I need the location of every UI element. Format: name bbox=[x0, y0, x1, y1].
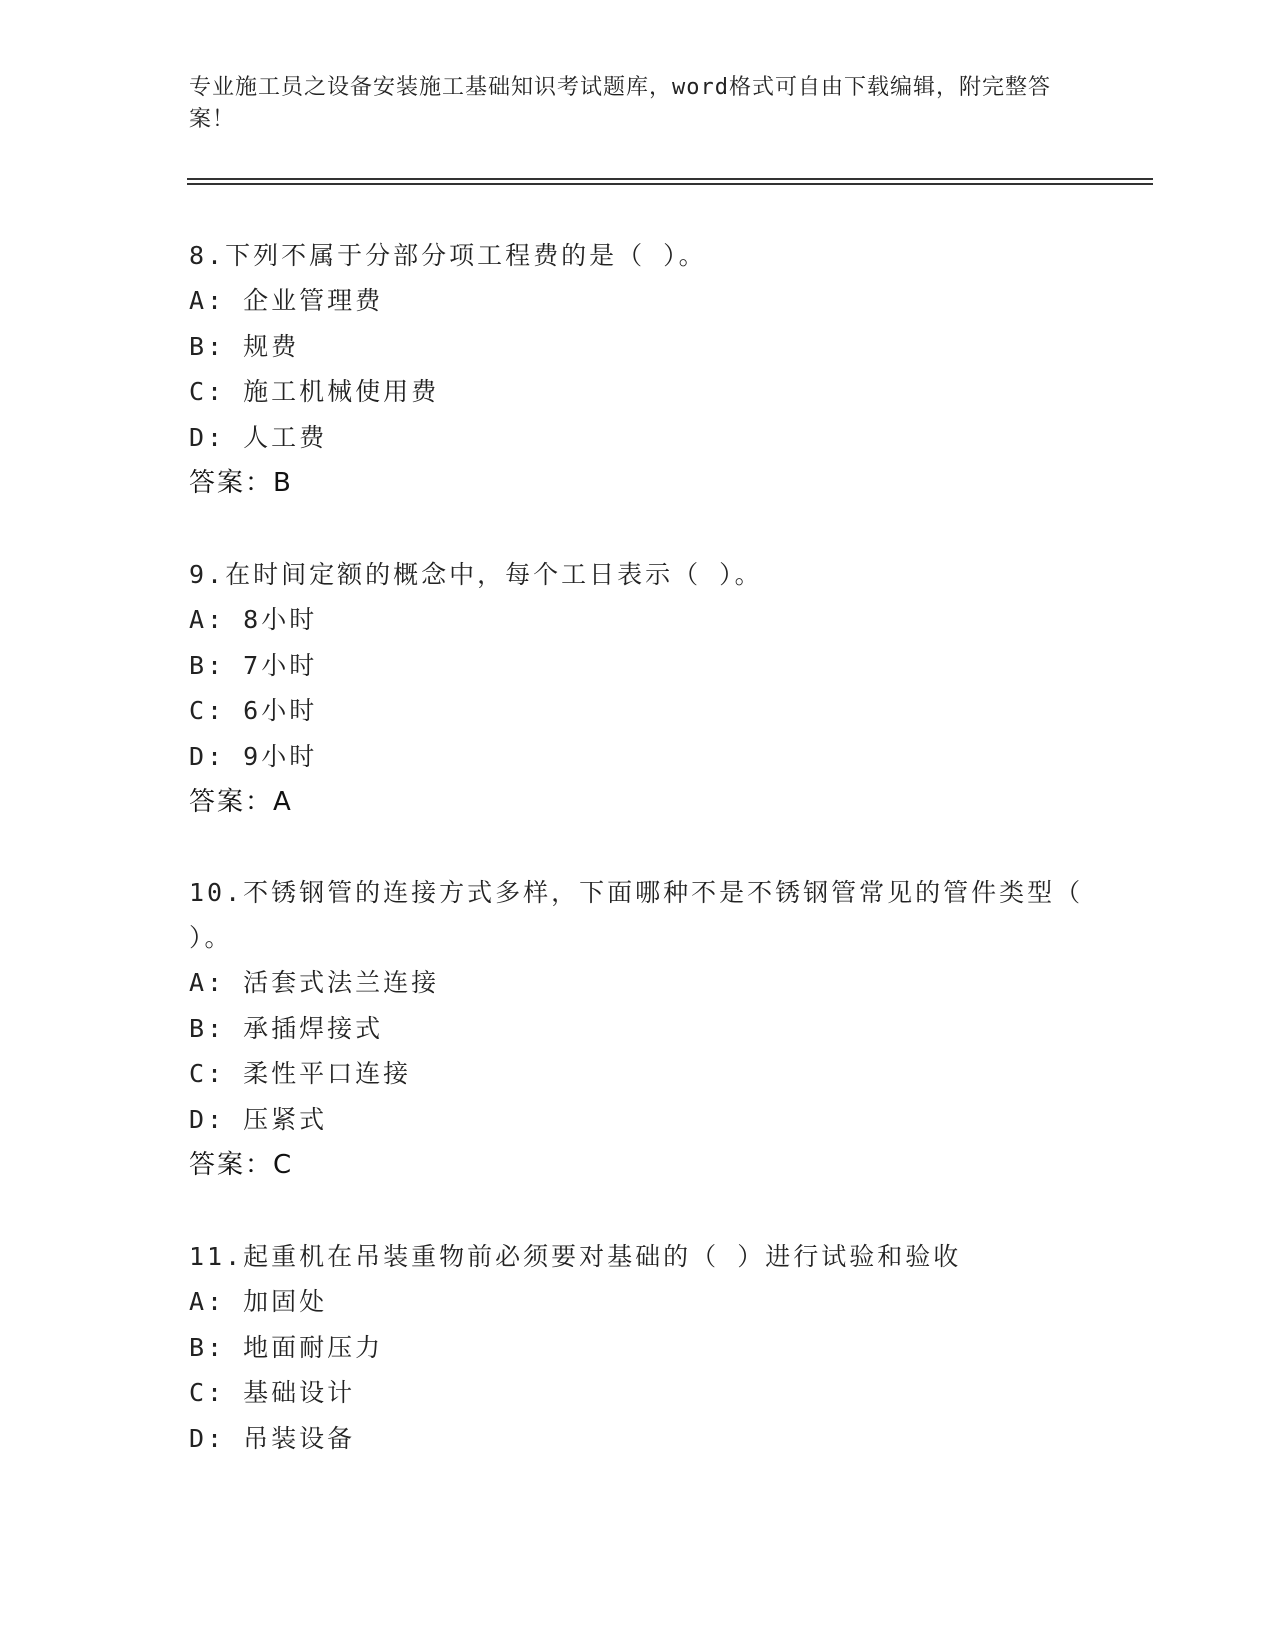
question-10 bbox=[189, 870, 1089, 1188]
answer-text: 答案：C bbox=[189, 1150, 294, 1180]
header-divider-line bbox=[187, 178, 1153, 180]
option-d: D: 人工费 bbox=[189, 422, 328, 452]
question-stem: 10.不锈钢管的连接方式多样，下面哪种不是不锈钢管常见的管件类型（ ）。 bbox=[189, 878, 1084, 952]
answer-text: 答案：B bbox=[189, 468, 293, 498]
option-c: C: 基础设计 bbox=[189, 1378, 356, 1407]
question-8 bbox=[189, 233, 1089, 506]
question-stem: 8.下列不属于分部分项工程费的是（ ）。 bbox=[189, 241, 707, 270]
option-c: C: 柔性平口连接 bbox=[189, 1059, 412, 1088]
option-d: D: 吊装设备 bbox=[189, 1423, 356, 1453]
option-b: B: 7小时 bbox=[189, 650, 318, 680]
header-divider-line bbox=[187, 183, 1153, 185]
option-d: D: 9小时 bbox=[189, 741, 318, 771]
document-header-title: 专业施工员之设备安装施工基础知识考试题库，word格式可自由下载编辑，附完整答案！ bbox=[189, 75, 1051, 132]
option-b: B: 地面耐压力 bbox=[189, 1332, 384, 1362]
option-a: A: 加固处 bbox=[189, 1287, 328, 1316]
question-stem: 9.在时间定额的概念中，每个工日表示（ ）。 bbox=[189, 560, 763, 589]
option-a: A: 企业管理费 bbox=[189, 286, 384, 315]
option-b: B: 规费 bbox=[189, 331, 300, 361]
option-c: C: 施工机械使用费 bbox=[189, 377, 440, 406]
question-stem: 11.起重机在吊装重物前必须要对基础的（ ）进行试验和验收 bbox=[189, 1242, 962, 1271]
answer-text: 答案：A bbox=[189, 787, 293, 817]
option-b: B: 承插焊接式 bbox=[189, 1013, 384, 1043]
option-a: A: 8小时 bbox=[189, 605, 318, 634]
question-11 bbox=[189, 1234, 1089, 1461]
option-a: A: 活套式法兰连接 bbox=[189, 968, 440, 997]
option-d: D: 压紧式 bbox=[189, 1104, 328, 1134]
option-c: C: 6小时 bbox=[189, 696, 318, 725]
question-9 bbox=[189, 552, 1089, 825]
